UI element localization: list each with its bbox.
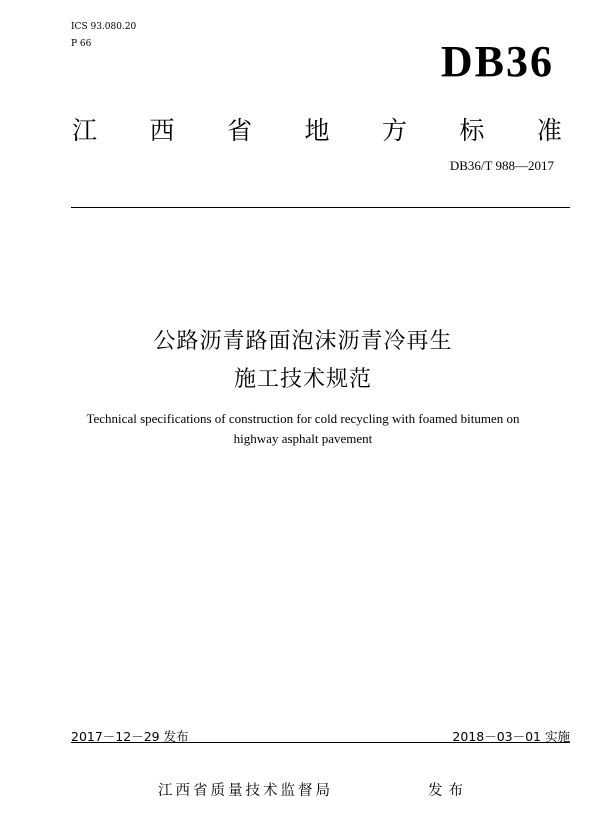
chinese-title-line1: 公路沥青路面泡沫沥青冷再生 — [153, 329, 453, 354]
english-title-line2: highway asphalt pavement — [233, 431, 373, 446]
ics-code: ICS 93.080.20 — [71, 22, 137, 32]
title-char: 江 — [72, 116, 98, 145]
title-char: 方 — [381, 116, 407, 145]
issue-date: 2017－12－29 发布 — [71, 729, 189, 744]
implementation-date: 2018－03－01 实施 — [452, 729, 570, 744]
standard-type-title — [72, 111, 562, 147]
title-char: 西 — [149, 116, 175, 145]
standard-logo: DB36 — [440, 37, 554, 86]
standard-number: DB36/T 988—2017 — [449, 158, 554, 173]
footer-divider — [71, 742, 570, 743]
chinese-title-line2: 施工技术规范 — [233, 367, 372, 392]
title-char: 省 — [226, 116, 252, 145]
publish-label: 发布 — [428, 783, 469, 799]
title-char: 标 — [459, 116, 485, 145]
title-char: 地 — [304, 116, 330, 145]
ccs-code: P 66 — [71, 39, 92, 49]
header-divider — [71, 207, 570, 208]
english-title-line1: Technical specifications of construction for cold recycling with foamed bitumen on — [86, 411, 520, 426]
title-char: 准 — [536, 116, 562, 145]
publisher-name: 江西省质量技术监督局 — [158, 783, 333, 799]
